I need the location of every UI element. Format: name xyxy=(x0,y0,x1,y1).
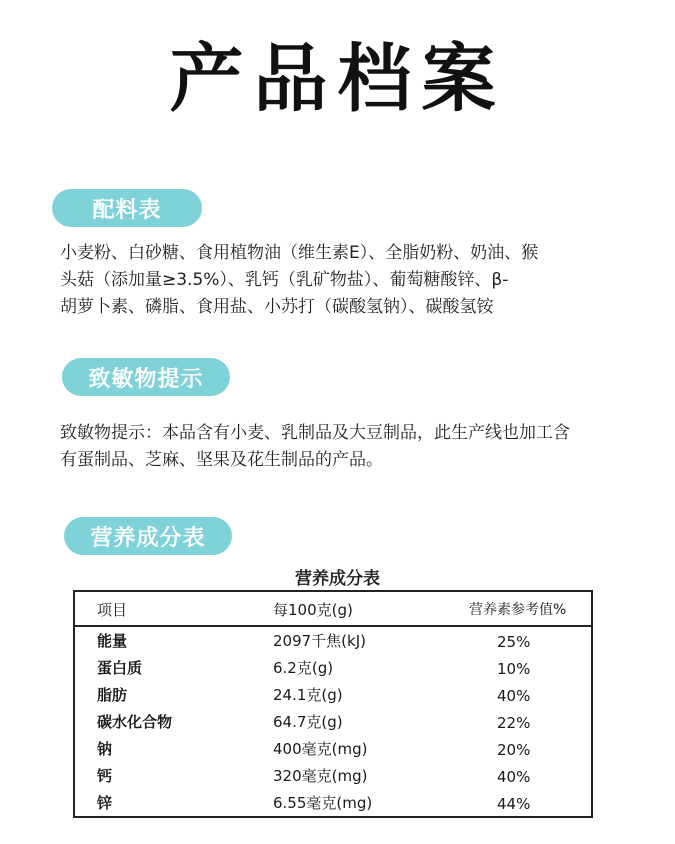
table-row xyxy=(75,738,591,765)
nutrition-table xyxy=(73,590,593,818)
row-per100g: 24.1克(g) xyxy=(273,686,343,704)
page-title: 产品档案 xyxy=(169,36,506,122)
row-nrv: 40% xyxy=(497,687,531,705)
nutrition-heading: 营养成分表 xyxy=(64,517,232,555)
row-per100g: 6.2克(g) xyxy=(273,659,334,677)
ingredients-line: 小麦粉、白砂糖、食用植物油（维生素E）、全脂奶粉、奶油、猴 xyxy=(60,243,539,263)
column-header-per100g: 每100克(g) xyxy=(273,601,353,619)
row-nrv: 40% xyxy=(497,768,531,786)
row-nrv: 10% xyxy=(497,660,531,678)
ingredients-heading: 配料表 xyxy=(52,189,202,227)
row-nrv: 25% xyxy=(497,633,531,651)
allergen-heading: 致敏物提示 xyxy=(62,358,230,396)
allergen-text xyxy=(60,420,620,474)
row-nrv: 44% xyxy=(497,795,531,813)
ingredients-text xyxy=(60,240,620,321)
allergen-line: 致敏物提示：本品含有小麦、乳制品及大豆制品，此生产线也加工含 xyxy=(60,423,570,443)
nutrition-table-header xyxy=(75,592,591,627)
row-item: 钙 xyxy=(97,767,113,785)
nutrition-table-title: 营养成分表 xyxy=(295,569,380,589)
table-row xyxy=(75,684,591,711)
table-row xyxy=(75,765,591,792)
row-per100g: 320毫克(mg) xyxy=(273,767,368,785)
row-item: 锌 xyxy=(97,794,113,812)
row-item: 能量 xyxy=(97,632,128,650)
table-row xyxy=(75,657,591,684)
row-item: 碳水化合物 xyxy=(97,713,173,731)
column-header-item: 项目 xyxy=(97,601,128,619)
row-item: 钠 xyxy=(97,740,113,758)
row-nrv: 20% xyxy=(497,741,531,759)
row-item: 脂肪 xyxy=(97,686,128,704)
table-row xyxy=(75,792,591,819)
ingredients-line: 胡萝卜素、磷脂、食用盐、小苏打（碳酸氢钠）、碳酸氢铵 xyxy=(60,297,494,317)
allergen-line: 有蛋制品、芝麻、坚果及花生制品的产品。 xyxy=(60,450,383,470)
row-item: 蛋白质 xyxy=(97,659,143,677)
row-per100g: 64.7克(g) xyxy=(273,713,343,731)
ingredients-line: 头菇（添加量≥3.5%）、乳钙（乳矿物盐）、葡萄糖酸锌、β- xyxy=(60,270,509,290)
table-row xyxy=(75,630,591,657)
row-per100g: 6.55毫克(mg) xyxy=(273,794,373,812)
row-per100g: 2097千焦(kJ) xyxy=(273,632,366,650)
table-row xyxy=(75,711,591,738)
row-nrv: 22% xyxy=(497,714,531,732)
column-header-nrv: 营养素参考值% xyxy=(469,602,567,618)
row-per100g: 400毫克(mg) xyxy=(273,740,368,758)
